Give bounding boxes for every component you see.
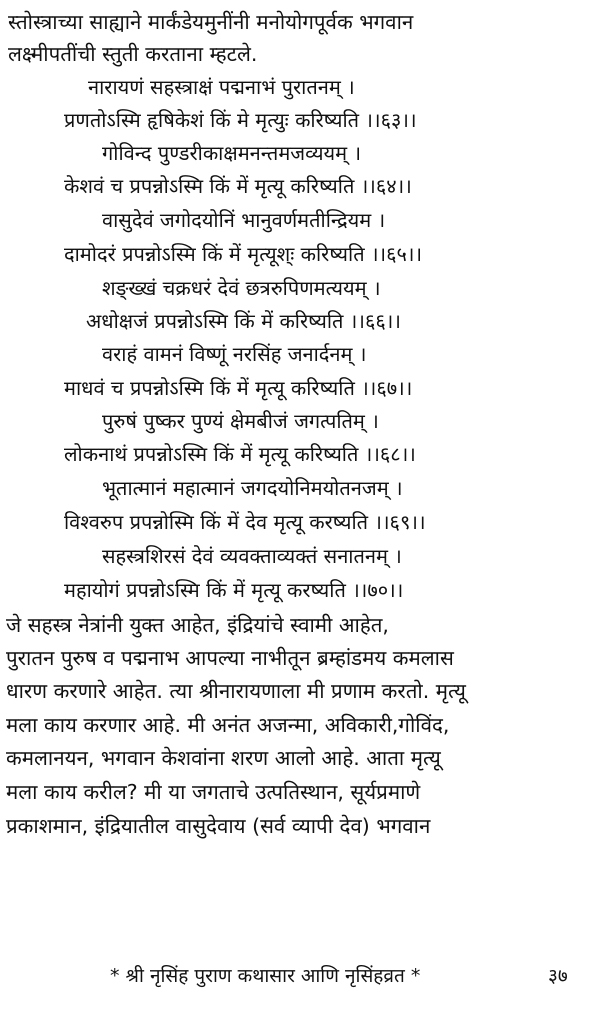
prose-line: प्रकाशमान, इंद्रियातील वासुदेवाय (सर्व व्यापी देव) भगवान xyxy=(6,814,431,838)
prose-line: जे सहस्त्र नेत्रांनी युक्त आहेत, इंद्रियांचे स्वामी आहेत, xyxy=(6,613,389,637)
verse-line: प्रणतोऽस्मि हृषिकेशं किं मे मृत्युः करिष्यति ।।६३।। xyxy=(64,108,417,132)
prose-line: पुरातन पुरुष व पद्मनाभ आपल्या नाभीतून ब्रम्हांडमय कमलास xyxy=(6,646,454,670)
verse-line: भूतात्मानं महात्मानं जगदयोनिमयोतनजम् । xyxy=(102,476,403,500)
verse-line: शङ्ख्खं चक्रधरं देवं छत्ररुपिणमत्ययम् । xyxy=(102,276,381,300)
prose-line: कमलानयन, भगवान केशवांना शरण आलो आहे. आता मृत्यू xyxy=(6,746,441,770)
page-number: ३७ xyxy=(548,965,568,987)
verse-line: पुरुषं पुष्कर पुण्यं क्षेमबीजं जगत्पतिम् । xyxy=(102,409,379,433)
prose-line: मला काय करणार आहे. मी अनंत अजन्मा, अविकारी,गोविंद, xyxy=(6,713,450,737)
prose-line: मला काय करील? मी या जगताचे उत्पतिस्थान, सूर्यप्रमाणे xyxy=(6,780,421,804)
running-footer: * श्री नृसिंह पुराण कथासार आणि नृसिंहव्रत * xyxy=(110,965,421,987)
verse-line: अधोक्षजं प्रपन्नोऽस्मि किं में करिष्यति ।।६६।। xyxy=(86,309,401,333)
verse-line: केशवं च प्रपन्नोऽस्मि किं में मृत्यू करिष्यति ।।६४।। xyxy=(64,174,412,198)
verse-line: नारायणं सहस्त्राक्षं पद्मनाभं पुरातनम् । xyxy=(88,75,355,99)
verse-line: दामोदरं प्रपन्नोऽस्मि किं में मृत्यूश्ः करिष्यति ।।६५।। xyxy=(64,242,423,266)
intro-line: लक्ष्मीपतींची स्तुती करताना म्हटले. xyxy=(8,42,258,66)
verse-line: महायोगं प्रपन्नोऽस्मि किं में मृत्यू करष्यति ।।७०।। xyxy=(64,578,404,602)
verse-line: वराहं वामनं विष्णूं नरसिंह जनार्दनम् । xyxy=(102,342,367,366)
intro-line: स्तोस्त्राच्या साह्याने मार्कंडेयमुनींनी मनोयोगपूर्वक भगवान xyxy=(8,10,414,34)
verse-line: वासुदेवं जगोदयोनिं भानुवर्णमतीन्द्रियम । xyxy=(102,208,386,232)
prose-line: धारण करणारे आहेत. त्या श्रीनारायणाला मी प्रणाम करतो. मृत्यू xyxy=(6,679,466,703)
verse-line: गोविन्द पुण्डरीकाक्षमनन्तमजव्ययम् । xyxy=(102,141,362,165)
verse-line: लोकनाथं प्रपन्नोऽस्मि किं में मृत्यू करिष्यति ।।६८।। xyxy=(64,442,416,466)
verse-line: विश्वरुप प्रपन्नोस्मि किं में देव मृत्यू करष्यति ।।६९।। xyxy=(64,510,426,534)
verse-line: सहस्त्रशिरसं देवं व्यवक्ताव्यक्तं सनातनम् । xyxy=(102,544,402,568)
verse-line: माधवं च प्रपन्नोऽस्मि किं में मृत्यू करिष्यति ।।६७।। xyxy=(64,376,413,400)
